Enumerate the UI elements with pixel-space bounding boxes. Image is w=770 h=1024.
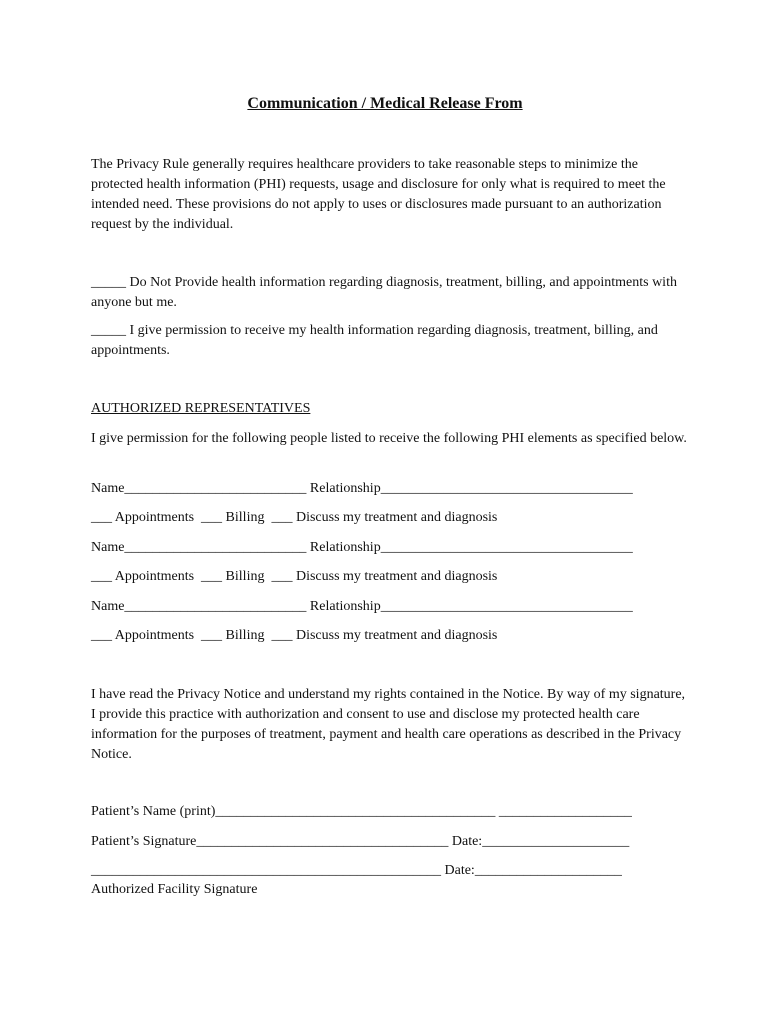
section-intro: I give permission for the following people listed to receive the following PHI elements as specified below. xyxy=(91,431,687,446)
representative-1-elements-line[interactable]: ___ Appointments ___ Billing ___ Discuss my treatment and diagnosis xyxy=(91,510,498,525)
form-title: Communication / Medical Release From xyxy=(247,95,523,112)
representative-2-name-line[interactable]: Name__________________________ Relationship____________________________________ xyxy=(91,540,633,555)
representative-3-name-line[interactable]: Name__________________________ Relationship____________________________________ xyxy=(91,599,633,614)
option-give-permission[interactable]: _____ I give permission to receive my health information regarding diagnosis, treatment, billing, and appointments. xyxy=(91,323,658,358)
patient-signature-field[interactable]: Patient’s Signature____________________________________ Date:_____________________ xyxy=(91,834,630,849)
facility-signature-field[interactable]: __________________________________________________ Date:_____________________ xyxy=(91,863,622,878)
option-do-not-provide[interactable]: _____ Do Not Provide health information regarding diagnosis, treatment, billing, and appointments with anyone but me. xyxy=(91,275,677,310)
facility-signature-label: Authorized Facility Signature xyxy=(91,882,258,897)
patient-name-field[interactable]: Patient’s Name (print)________________________________________ ___________________ xyxy=(91,804,632,819)
representative-2-elements-line[interactable]: ___ Appointments ___ Billing ___ Discuss my treatment and diagnosis xyxy=(91,569,498,584)
intro-paragraph: The Privacy Rule generally requires healthcare providers to take reasonable steps to minimize the protected health information (PHI) requests, usage and disclosure for only what is required to meet the intended need. These provisions do not apply to uses or disclosures made pursuant to an authorization request by the individual. xyxy=(91,157,666,232)
representative-3-elements-line[interactable]: ___ Appointments ___ Billing ___ Discuss my treatment and diagnosis xyxy=(91,628,498,643)
representative-1-name-line[interactable]: Name__________________________ Relationship____________________________________ xyxy=(91,481,633,496)
section-heading: AUTHORIZED REPRESENTATIVES xyxy=(91,401,311,416)
acknowledgement-paragraph: I have read the Privacy Notice and understand my rights contained in the Notice. By way of my signature, I provide this practice with authorization and consent to use and disclose my protected health care information for the purposes of treatment, payment and health care operations as described in the Privacy Notice. xyxy=(91,687,686,762)
